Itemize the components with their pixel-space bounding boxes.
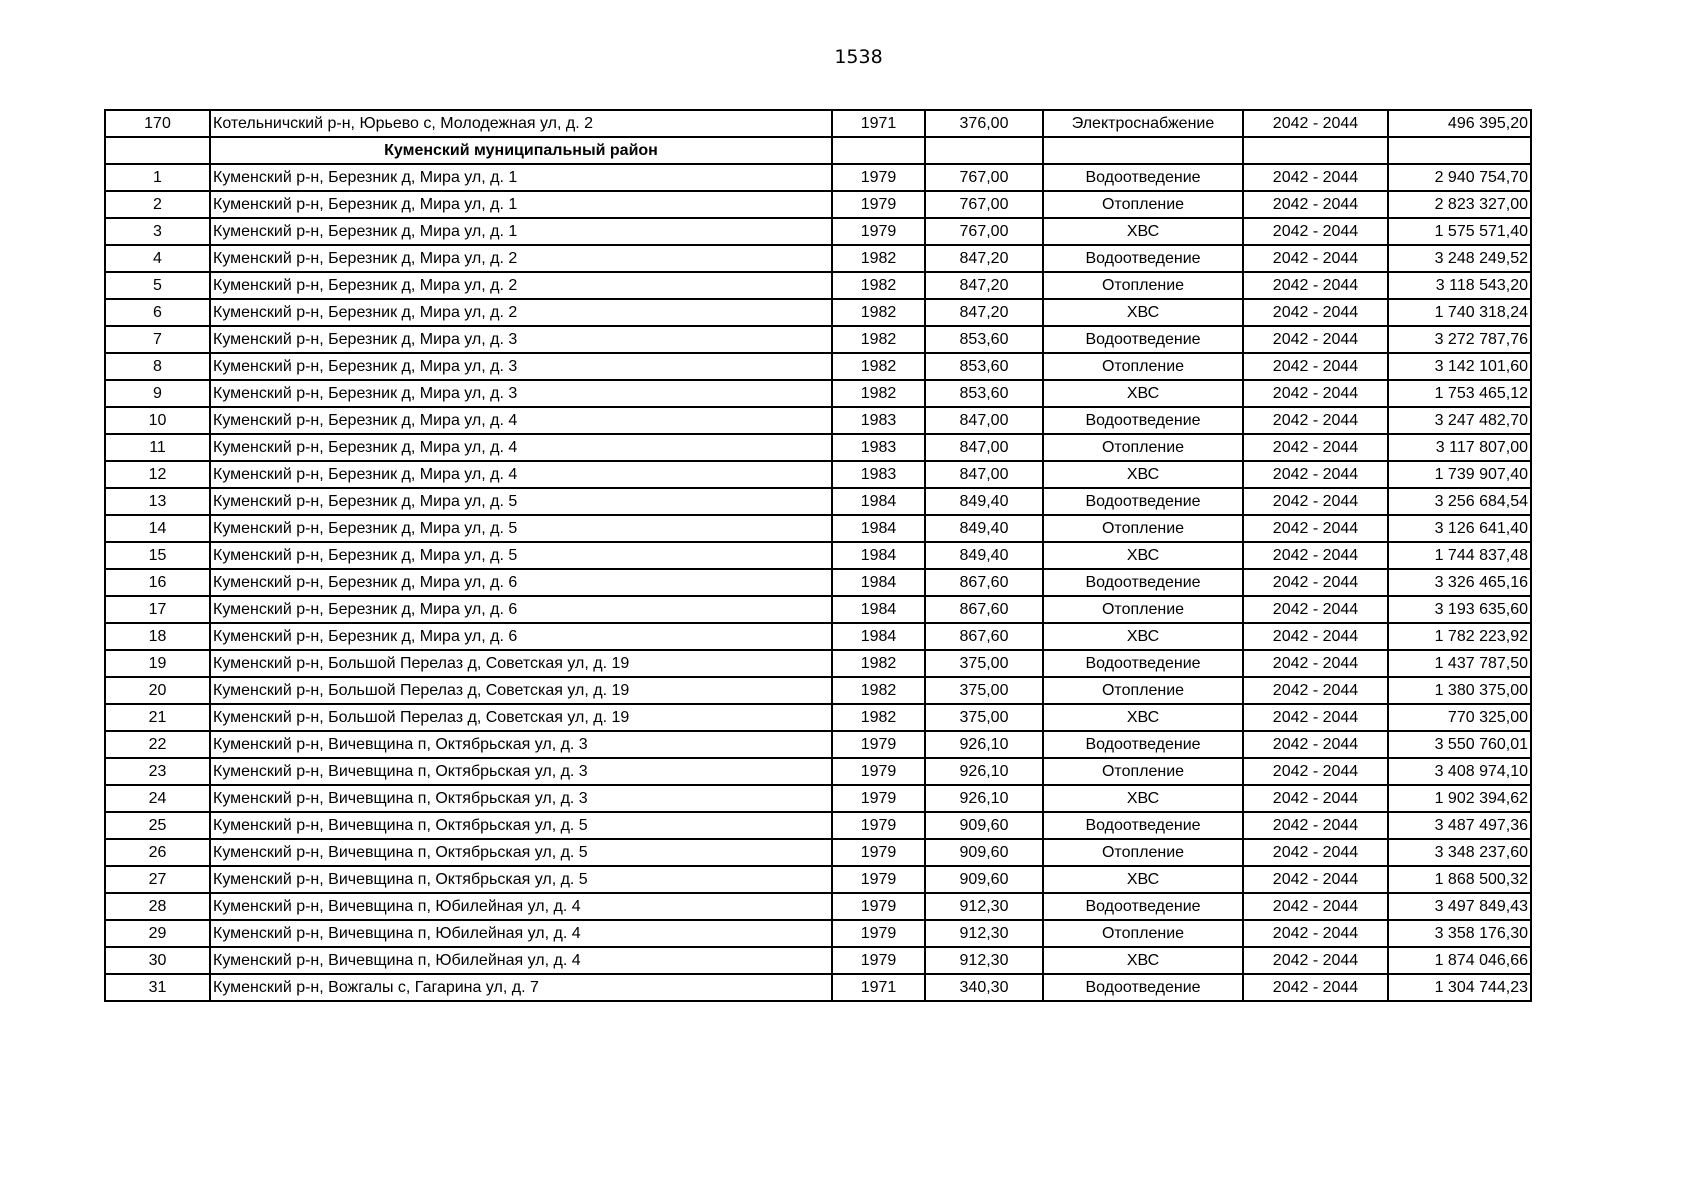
row-cost: 1 902 394,62 — [1388, 785, 1531, 812]
row-work-type: Водоотведение — [1043, 407, 1243, 434]
table-row — [105, 326, 1531, 353]
row-cost: 3 247 482,70 — [1388, 407, 1531, 434]
row-cost: 3 142 101,60 — [1388, 353, 1531, 380]
row-address: Куменский р-н, Березник д, Мира ул, д. 1 — [210, 191, 832, 218]
row-cost: 1 304 744,23 — [1388, 974, 1531, 1001]
row-area: 867,60 — [925, 623, 1043, 650]
table-row — [105, 164, 1531, 191]
row-address: Куменский р-н, Березник д, Мира ул, д. 6 — [210, 596, 832, 623]
table-row — [105, 380, 1531, 407]
row-number: 31 — [105, 974, 210, 1001]
row-number: 25 — [105, 812, 210, 839]
row-number: 21 — [105, 704, 210, 731]
table-row — [105, 947, 1531, 974]
row-work-type: ХВС — [1043, 947, 1243, 974]
row-cost: 3 358 176,30 — [1388, 920, 1531, 947]
row-address: Куменский р-н, Вичевщина п, Октябрьская ул, д. 5 — [210, 839, 832, 866]
row-area: 926,10 — [925, 731, 1043, 758]
row-number: 4 — [105, 245, 210, 272]
row-area: 767,00 — [925, 164, 1043, 191]
table-row — [105, 515, 1531, 542]
row-year: 1982 — [832, 299, 925, 326]
row-period: 2042 - 2044 — [1243, 839, 1388, 866]
row-year: 1979 — [832, 920, 925, 947]
row-cost: 3 272 787,76 — [1388, 326, 1531, 353]
row-work-type: Водоотведение — [1043, 812, 1243, 839]
table-row — [105, 812, 1531, 839]
row-period: 2042 - 2044 — [1243, 947, 1388, 974]
row-area: 926,10 — [925, 785, 1043, 812]
row-cost: 3 408 974,10 — [1388, 758, 1531, 785]
row-period: 2042 - 2044 — [1243, 434, 1388, 461]
row-number: 19 — [105, 650, 210, 677]
row-year: 1984 — [832, 596, 925, 623]
row-area: 847,00 — [925, 461, 1043, 488]
row-address: Куменский р-н, Вичевщина п, Юбилейная ул, д. 4 — [210, 893, 832, 920]
row-area: 847,20 — [925, 272, 1043, 299]
row-area: 909,60 — [925, 839, 1043, 866]
table-row — [105, 434, 1531, 461]
table-row — [105, 839, 1531, 866]
row-period: 2042 - 2044 — [1243, 866, 1388, 893]
row-address: Куменский р-н, Березник д, Мира ул, д. 1 — [210, 218, 832, 245]
row-period: 2042 - 2044 — [1243, 812, 1388, 839]
row-address: Куменский р-н, Березник д, Мира ул, д. 3 — [210, 380, 832, 407]
row-address: Куменский р-н, Вичевщина п, Октябрьская ул, д. 5 — [210, 812, 832, 839]
row-number: 23 — [105, 758, 210, 785]
row-number: 9 — [105, 380, 210, 407]
row-period: 2042 - 2044 — [1243, 164, 1388, 191]
row-number: 16 — [105, 569, 210, 596]
table-row — [105, 596, 1531, 623]
table-row — [105, 623, 1531, 650]
row-number: 20 — [105, 677, 210, 704]
row-work-type: Отопление — [1043, 920, 1243, 947]
row-work-type: Отопление — [1043, 839, 1243, 866]
row-number: 11 — [105, 434, 210, 461]
row-area: 376,00 — [925, 110, 1043, 137]
row-number: 6 — [105, 299, 210, 326]
row-cost: 496 395,20 — [1388, 110, 1531, 137]
row-cost: 3 348 237,60 — [1388, 839, 1531, 866]
row-period: 2042 - 2044 — [1243, 218, 1388, 245]
row-year: 1979 — [832, 866, 925, 893]
row-work-type: Водоотведение — [1043, 974, 1243, 1001]
row-year: 1984 — [832, 515, 925, 542]
row-area: 867,60 — [925, 596, 1043, 623]
row-area: 849,40 — [925, 488, 1043, 515]
row-period: 2042 - 2044 — [1243, 380, 1388, 407]
table-row — [105, 758, 1531, 785]
row-number: 10 — [105, 407, 210, 434]
row-address: Куменский р-н, Березник д, Мира ул, д. 4 — [210, 461, 832, 488]
row-cost: 3 248 249,52 — [1388, 245, 1531, 272]
row-work-type: Водоотведение — [1043, 164, 1243, 191]
row-year: 1979 — [832, 947, 925, 974]
row-work-type: Отопление — [1043, 515, 1243, 542]
row-work-type: Отопление — [1043, 353, 1243, 380]
row-number: 170 — [105, 110, 210, 137]
row-number: 13 — [105, 488, 210, 515]
row-number: 24 — [105, 785, 210, 812]
row-cost: 1 782 223,92 — [1388, 623, 1531, 650]
table-row — [105, 893, 1531, 920]
row-year: 1979 — [832, 839, 925, 866]
row-year: 1982 — [832, 380, 925, 407]
row-work-type: Водоотведение — [1043, 488, 1243, 515]
table-row — [105, 353, 1531, 380]
row-area: 853,60 — [925, 353, 1043, 380]
row-number: 26 — [105, 839, 210, 866]
row-cost: 3 193 635,60 — [1388, 596, 1531, 623]
row-address: Куменский р-н, Березник д, Мира ул, д. 2 — [210, 245, 832, 272]
row-address: Куменский р-н, Березник д, Мира ул, д. 2 — [210, 299, 832, 326]
row-work-type: Водоотведение — [1043, 245, 1243, 272]
row-year: 1982 — [832, 650, 925, 677]
row-area: 849,40 — [925, 542, 1043, 569]
row-work-type: ХВС — [1043, 461, 1243, 488]
row-address: Куменский р-н, Вичевщина п, Октябрьская ул, д. 3 — [210, 785, 832, 812]
row-work-type: Отопление — [1043, 677, 1243, 704]
row-cost: 1 753 465,12 — [1388, 380, 1531, 407]
row-period: 2042 - 2044 — [1243, 974, 1388, 1001]
row-year: 1982 — [832, 326, 925, 353]
row-area: 340,30 — [925, 974, 1043, 1001]
section-empty-cell — [1043, 137, 1243, 164]
row-address: Куменский р-н, Вичевщина п, Юбилейная ул, д. 4 — [210, 920, 832, 947]
row-work-type: Отопление — [1043, 596, 1243, 623]
row-period: 2042 - 2044 — [1243, 245, 1388, 272]
row-work-type: ХВС — [1043, 866, 1243, 893]
row-period: 2042 - 2044 — [1243, 542, 1388, 569]
row-cost: 3 256 684,54 — [1388, 488, 1531, 515]
row-address: Куменский р-н, Березник д, Мира ул, д. 3 — [210, 353, 832, 380]
row-period: 2042 - 2044 — [1243, 920, 1388, 947]
row-area: 847,20 — [925, 299, 1043, 326]
row-area: 909,60 — [925, 812, 1043, 839]
row-period: 2042 - 2044 — [1243, 596, 1388, 623]
page-number: 1538 — [834, 46, 883, 68]
table-row — [105, 542, 1531, 569]
row-cost: 1 740 318,24 — [1388, 299, 1531, 326]
row-area: 767,00 — [925, 191, 1043, 218]
section-header-row — [105, 137, 1531, 164]
row-cost: 3 487 497,36 — [1388, 812, 1531, 839]
row-cost: 1 739 907,40 — [1388, 461, 1531, 488]
row-address: Куменский р-н, Березник д, Мира ул, д. 5 — [210, 542, 832, 569]
row-address: Куменский р-н, Березник д, Мира ул, д. 6 — [210, 623, 832, 650]
table-row — [105, 866, 1531, 893]
table-row — [105, 488, 1531, 515]
row-year: 1984 — [832, 569, 925, 596]
section-empty-cell — [1388, 137, 1531, 164]
table-row — [105, 407, 1531, 434]
row-year: 1979 — [832, 812, 925, 839]
section-title: Куменский муниципальный район — [210, 137, 832, 164]
row-area: 853,60 — [925, 326, 1043, 353]
row-area: 909,60 — [925, 866, 1043, 893]
row-cost: 1 437 787,50 — [1388, 650, 1531, 677]
row-address: Куменский р-н, Березник д, Мира ул, д. 2 — [210, 272, 832, 299]
row-year: 1982 — [832, 704, 925, 731]
row-year: 1984 — [832, 542, 925, 569]
row-work-type: Водоотведение — [1043, 650, 1243, 677]
row-period: 2042 - 2044 — [1243, 488, 1388, 515]
row-address: Куменский р-н, Вичевщина п, Октябрьская ул, д. 3 — [210, 758, 832, 785]
row-cost: 3 326 465,16 — [1388, 569, 1531, 596]
row-period: 2042 - 2044 — [1243, 650, 1388, 677]
row-year: 1979 — [832, 785, 925, 812]
row-address: Куменский р-н, Березник д, Мира ул, д. 5 — [210, 488, 832, 515]
row-work-type: ХВС — [1043, 218, 1243, 245]
row-year: 1983 — [832, 434, 925, 461]
row-period: 2042 - 2044 — [1243, 326, 1388, 353]
table-row — [105, 299, 1531, 326]
row-work-type: ХВС — [1043, 299, 1243, 326]
row-number: 12 — [105, 461, 210, 488]
row-year: 1979 — [832, 191, 925, 218]
row-period: 2042 - 2044 — [1243, 704, 1388, 731]
row-area: 853,60 — [925, 380, 1043, 407]
row-number: 18 — [105, 623, 210, 650]
table-row — [105, 569, 1531, 596]
row-work-type: Водоотведение — [1043, 326, 1243, 353]
row-address: Куменский р-н, Березник д, Мира ул, д. 1 — [210, 164, 832, 191]
table-row — [105, 191, 1531, 218]
row-number: 29 — [105, 920, 210, 947]
row-year: 1982 — [832, 353, 925, 380]
row-area: 375,00 — [925, 650, 1043, 677]
table-row — [105, 272, 1531, 299]
row-area: 912,30 — [925, 893, 1043, 920]
row-address: Куменский р-н, Вичевщина п, Юбилейная ул, д. 4 — [210, 947, 832, 974]
row-cost: 3 117 807,00 — [1388, 434, 1531, 461]
row-period: 2042 - 2044 — [1243, 623, 1388, 650]
section-empty-cell — [832, 137, 925, 164]
row-year: 1971 — [832, 110, 925, 137]
row-area: 912,30 — [925, 920, 1043, 947]
row-number: 7 — [105, 326, 210, 353]
row-period: 2042 - 2044 — [1243, 731, 1388, 758]
row-year: 1979 — [832, 758, 925, 785]
row-work-type: Водоотведение — [1043, 569, 1243, 596]
row-period: 2042 - 2044 — [1243, 299, 1388, 326]
row-address: Котельничский р-н, Юрьево с, Молодежная ул, д. 2 — [210, 110, 832, 137]
table-row — [105, 218, 1531, 245]
row-work-type: ХВС — [1043, 623, 1243, 650]
row-work-type: Отопление — [1043, 272, 1243, 299]
row-number: 2 — [105, 191, 210, 218]
row-work-type: Водоотведение — [1043, 893, 1243, 920]
table-row — [105, 650, 1531, 677]
row-cost: 1 868 500,32 — [1388, 866, 1531, 893]
row-area: 912,30 — [925, 947, 1043, 974]
row-work-type: Электроснабжение — [1043, 110, 1243, 137]
row-address: Куменский р-н, Березник д, Мира ул, д. 6 — [210, 569, 832, 596]
row-cost: 1 744 837,48 — [1388, 542, 1531, 569]
table-body — [105, 110, 1531, 1001]
row-cost: 2 940 754,70 — [1388, 164, 1531, 191]
row-period: 2042 - 2044 — [1243, 110, 1388, 137]
row-year: 1983 — [832, 461, 925, 488]
row-number: 15 — [105, 542, 210, 569]
row-work-type: Отопление — [1043, 191, 1243, 218]
row-address: Куменский р-н, Большой Перелаз д, Советская ул, д. 19 — [210, 677, 832, 704]
row-area: 867,60 — [925, 569, 1043, 596]
table-row — [105, 974, 1531, 1001]
row-period: 2042 - 2044 — [1243, 353, 1388, 380]
row-period: 2042 - 2044 — [1243, 272, 1388, 299]
row-number: 30 — [105, 947, 210, 974]
row-period: 2042 - 2044 — [1243, 515, 1388, 542]
row-work-type: ХВС — [1043, 704, 1243, 731]
row-address: Куменский р-н, Березник д, Мира ул, д. 5 — [210, 515, 832, 542]
row-year: 1983 — [832, 407, 925, 434]
housing-repair-table — [104, 109, 1532, 1002]
row-area: 847,00 — [925, 434, 1043, 461]
row-period: 2042 - 2044 — [1243, 461, 1388, 488]
row-year: 1979 — [832, 218, 925, 245]
row-work-type: ХВС — [1043, 542, 1243, 569]
section-empty-cell — [105, 137, 210, 164]
table-row — [105, 461, 1531, 488]
section-empty-cell — [925, 137, 1043, 164]
row-year: 1971 — [832, 974, 925, 1001]
row-area: 926,10 — [925, 758, 1043, 785]
row-period: 2042 - 2044 — [1243, 677, 1388, 704]
table-row — [105, 704, 1531, 731]
table-row — [105, 785, 1531, 812]
row-number: 3 — [105, 218, 210, 245]
row-year: 1984 — [832, 488, 925, 515]
row-area: 849,40 — [925, 515, 1043, 542]
row-cost: 3 497 849,43 — [1388, 893, 1531, 920]
row-cost: 1 380 375,00 — [1388, 677, 1531, 704]
table-row — [105, 731, 1531, 758]
row-period: 2042 - 2044 — [1243, 569, 1388, 596]
row-work-type: ХВС — [1043, 785, 1243, 812]
row-year: 1982 — [832, 272, 925, 299]
row-cost: 1 575 571,40 — [1388, 218, 1531, 245]
section-empty-cell — [1243, 137, 1388, 164]
row-address: Куменский р-н, Большой Перелаз д, Советская ул, д. 19 — [210, 704, 832, 731]
row-number: 17 — [105, 596, 210, 623]
row-address: Куменский р-н, Березник д, Мира ул, д. 4 — [210, 434, 832, 461]
row-year: 1979 — [832, 893, 925, 920]
table-row — [105, 677, 1531, 704]
row-address: Куменский р-н, Большой Перелаз д, Советская ул, д. 19 — [210, 650, 832, 677]
row-address: Куменский р-н, Вожгалы с, Гагарина ул, д. 7 — [210, 974, 832, 1001]
row-work-type: ХВС — [1043, 380, 1243, 407]
row-period: 2042 - 2044 — [1243, 191, 1388, 218]
table-row — [105, 245, 1531, 272]
row-cost: 3 550 760,01 — [1388, 731, 1531, 758]
row-number: 8 — [105, 353, 210, 380]
row-period: 2042 - 2044 — [1243, 407, 1388, 434]
row-number: 28 — [105, 893, 210, 920]
row-year: 1984 — [832, 623, 925, 650]
row-address: Куменский р-н, Вичевщина п, Октябрьская ул, д. 3 — [210, 731, 832, 758]
row-area: 847,00 — [925, 407, 1043, 434]
row-area: 847,20 — [925, 245, 1043, 272]
row-year: 1979 — [832, 731, 925, 758]
table-row — [105, 110, 1531, 137]
row-work-type: Водоотведение — [1043, 731, 1243, 758]
row-year: 1979 — [832, 164, 925, 191]
row-address: Куменский р-н, Вичевщина п, Октябрьская ул, д. 5 — [210, 866, 832, 893]
row-period: 2042 - 2044 — [1243, 758, 1388, 785]
row-area: 375,00 — [925, 677, 1043, 704]
row-address: Куменский р-н, Березник д, Мира ул, д. 3 — [210, 326, 832, 353]
row-number: 1 — [105, 164, 210, 191]
row-number: 5 — [105, 272, 210, 299]
row-number: 22 — [105, 731, 210, 758]
row-period: 2042 - 2044 — [1243, 893, 1388, 920]
row-year: 1982 — [832, 245, 925, 272]
row-period: 2042 - 2044 — [1243, 785, 1388, 812]
row-area: 375,00 — [925, 704, 1043, 731]
row-work-type: Отопление — [1043, 434, 1243, 461]
row-work-type: Отопление — [1043, 758, 1243, 785]
row-cost: 2 823 327,00 — [1388, 191, 1531, 218]
row-address: Куменский р-н, Березник д, Мира ул, д. 4 — [210, 407, 832, 434]
row-cost: 3 126 641,40 — [1388, 515, 1531, 542]
row-number: 27 — [105, 866, 210, 893]
row-cost: 770 325,00 — [1388, 704, 1531, 731]
row-area: 767,00 — [925, 218, 1043, 245]
row-year: 1982 — [832, 677, 925, 704]
row-cost: 3 118 543,20 — [1388, 272, 1531, 299]
row-cost: 1 874 046,66 — [1388, 947, 1531, 974]
row-number: 14 — [105, 515, 210, 542]
table-row — [105, 920, 1531, 947]
